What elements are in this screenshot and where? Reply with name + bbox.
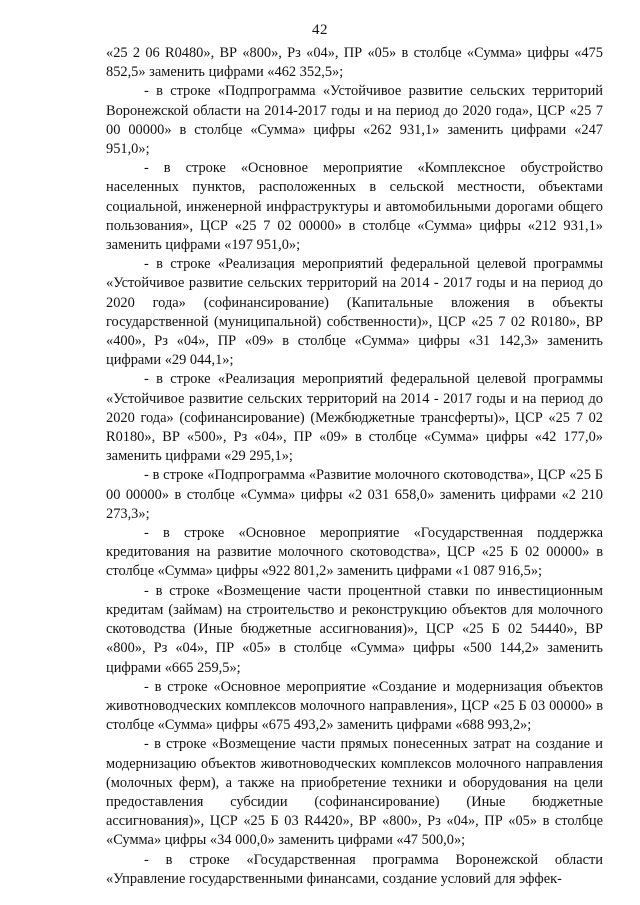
paragraph: - в строке «Основное мероприятие «Комплексное обустройство населенных пунктов, расположенных в сельской местности, объектами социальной, инженерной инфраструктуры и автомобильными дорогами общего пользования», ЦСР «25 7 02 00000» в столбце «Сумма» цифры «212 931,1» заменить цифрами «197 951,0»; bbox=[106, 160, 603, 254]
paragraph: - в строке «Возмещение части прямых понесенных затрат на создание и модернизацию объектов животноводческих комплексов молочного направления (молочных ферм), а также на приобретение техники и оборудования на цели предоставления субсидии (софинансирование) (Иные бюджетные ассигнования)», ЦСР «25 Б 03 R4420», ВР «800», Рз «04», ПР «05» в столбце «Сумма» цифры «34 000,0» заменить цифрами «47 500,0»; bbox=[106, 736, 603, 849]
document-body bbox=[106, 44, 603, 889]
paragraph: «25 2 06 R0480», ВР «800», Рз «04», ПР «05» в столбце «Сумма» цифры «475 852,5» заменить цифрами «462 352,5»; bbox=[106, 45, 603, 81]
paragraph: - в строке «Основное мероприятие «Создание и модернизация объектов животноводческих комплексов молочного направления», ЦСР «25 Б 03 00000» в столбце «Сумма» цифры «675 493,2» заменить цифрами «688 993,2»; bbox=[106, 678, 603, 734]
paragraph: - в строке «Государственная программа Воронежской области «Управление государственными финансами, создание условий для эффек- bbox=[106, 851, 603, 887]
paragraph: - в строке «Подпрограмма «Развитие молочного скотоводства», ЦСР «25 Б 00 00000» в столбце «Сумма» цифры «2 031 658,0» заменить цифрами «2 210 273,3»; bbox=[106, 467, 603, 522]
paragraph: - в строке «Основное мероприятие «Государственная поддержка кредитования на развитие молочного скотоводства», ЦСР «25 Б 02 00000» в столбце «Сумма» цифры «922 801,2» заменить цифрами «1 087 916,5»; bbox=[106, 525, 603, 580]
paragraph: - в строке «Реализация мероприятий федеральной целевой программы «Устойчивое развитие сельских территорий на 2014 - 2017 годы и на период до 2020 года» (софинансирование) (Капитальные вложения в объекты государственной (муниципальной) собственности)», ЦСР «25 7 02 R0180», ВР «400», Рз «04», ПР «09» в столбце «Сумма» цифры «31 142,3» заменить цифрами «29 044,1»; bbox=[106, 256, 603, 369]
paragraph: - в строке «Возмещение части процентной ставки по инвестиционным кредитам (займам) на строительство и реконструкцию объектов для молочного скотоводства (Иные бюджетные ассигнования)», ЦСР «25 Б 02 54440», ВР «800», Рз «04», ПР «05» в столбце «Сумма» цифры «500 144,2» заменить цифрами «665 259,5»; bbox=[106, 582, 603, 676]
page-number: 42 bbox=[312, 22, 328, 38]
paragraph: - в строке «Реализация мероприятий федеральной целевой программы «Устойчивое развитие сельских территорий на 2014 - 2017 годы и на период до 2020 года» (софинансирование) (Межбюджетные трансферты)», ЦСР «25 7 02 R0180», ВР «500», Рз «04», ПР «09» в столбце «Сумма» цифры «42 177,0» заменить цифрами «29 295,1»; bbox=[106, 371, 603, 465]
paragraph: - в строке «Подпрограмма «Устойчивое развитие сельских территорий Воронежской области на 2014-2017 годы и на период до 2020 года», ЦСР «25 7 00 00000» в столбце «Сумма» цифры «262 931,1» заменить цифрами «247 951,0»; bbox=[106, 83, 603, 158]
